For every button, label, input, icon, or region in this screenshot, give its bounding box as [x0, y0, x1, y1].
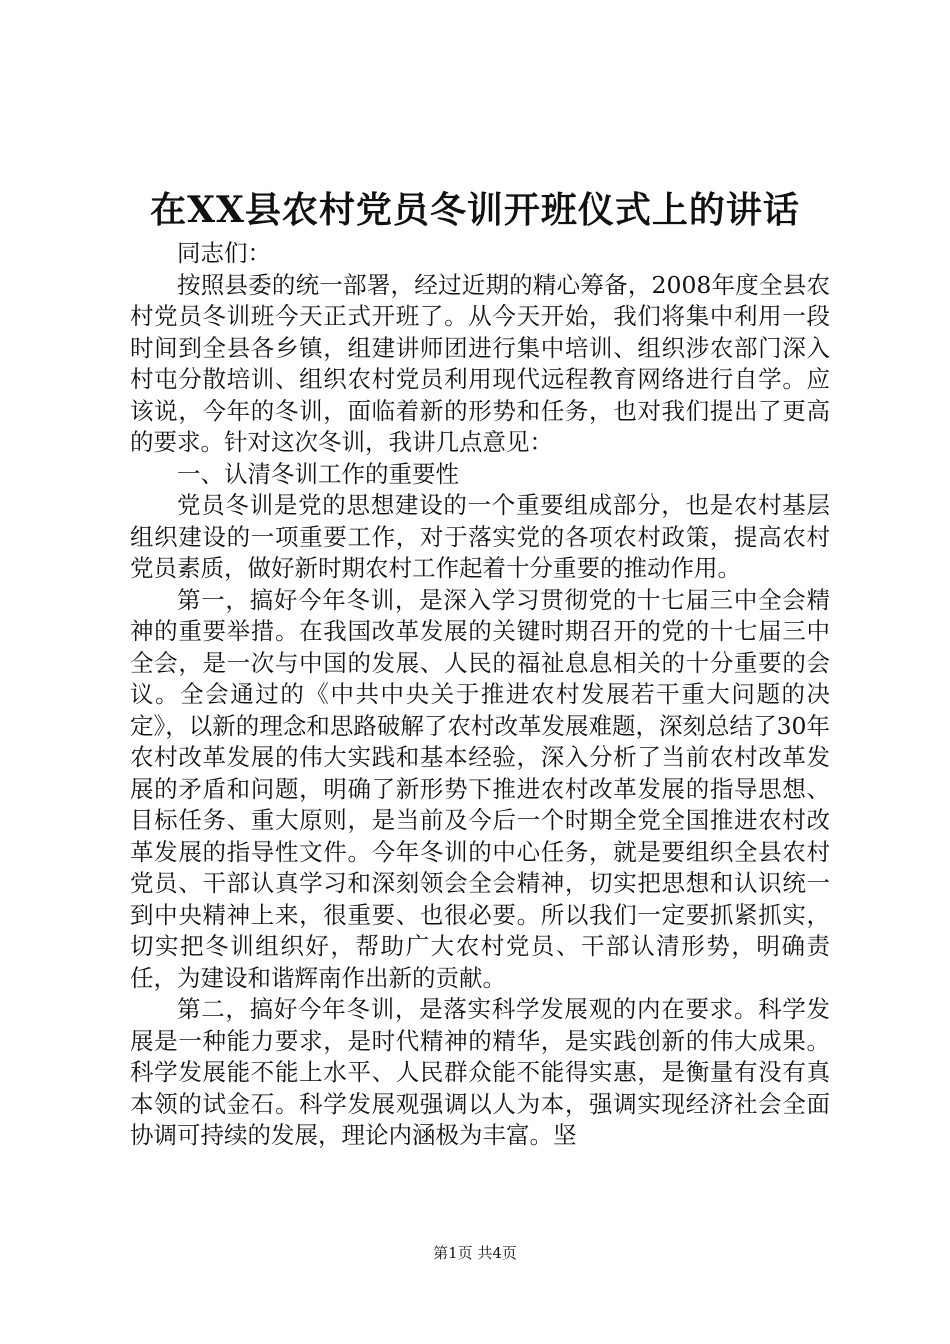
- salutation: 同志们：: [177, 239, 271, 267]
- document-body: [130, 238, 830, 1152]
- page-title: 在XX县农村党员冬训开班仪式上的讲话: [150, 189, 800, 231]
- section-heading-1: 一、认清冬训工作的重要性: [177, 459, 459, 488]
- paragraph-second-point: 第二，搞好今年冬训，是落实科学发展观的内在要求。科学发展是一种能力要求，是时代精神的精华，是实践创新的伟大成果。科学发展能不能上水平、人民群众能不能得实惠，是衡量有没有真本领的试金石。科学发展观强调以人为本，强调实现经济社会全面协调可持续的发展，理论内涵极为丰富。坚: [130, 995, 830, 1149]
- page-footer: 第1页 共4页: [433, 1244, 517, 1262]
- paragraph-intro: 按照县委的统一部署，经过近期的精心筹备，2008年度全县农村党员冬训班今天正式开班了。从今天开始，我们将集中利用一段时间到全县各乡镇，组建讲师团进行集中培训、组织涉农部门深入村屯分散培训、组织农村党员利用现代远程教育网络进行自学。应该说，今年的冬训，面临着新的形势和任务，也对我们提出了更高的要求。针对这次冬训，我讲几点意见：: [130, 270, 830, 456]
- paragraph-importance: 党员冬训是党的思想建设的一个重要组成部分，也是农村基层组织建设的一项重要工作，对于落实党的各项农村政策，提高农村党员素质，做好新时期农村工作起着十分重要的推动作用。: [130, 491, 830, 582]
- paragraph-first-point: 第一，搞好今年冬训，是深入学习贯彻党的十七届三中全会精神的重要举措。在我国改革发展的关键时期召开的党的十七届三中全会，是一次与中国的发展、人民的福祉息息相关的十分重要的会议。全会通过的《中共中央关于推进农村发展若干重大问题的决定》，以新的理念和思路破解了农村改革发展难题，深刻总结了30年农村改革发展的伟大实践和基本经验，深入分析了当前农村改革发展的矛盾和问题，明确了新形势下推进农村改革发展的指导思想、目标任务、重大原则，是当前及今后一个时期全党全国推进农村改革发展的指导性文件。今年冬训的中心任务，就是要组织全县农村党员、干部认真学习和深刻领会全会精神，切实把思想和认识统一到中央精神上来，很重要、也很必要。所以我们一定要抓紧抓实，切实把冬训组织好，帮助广大农村党员、干部认清形势，明确责任，为建设和谐辉南作出新的贡献。: [130, 585, 830, 992]
